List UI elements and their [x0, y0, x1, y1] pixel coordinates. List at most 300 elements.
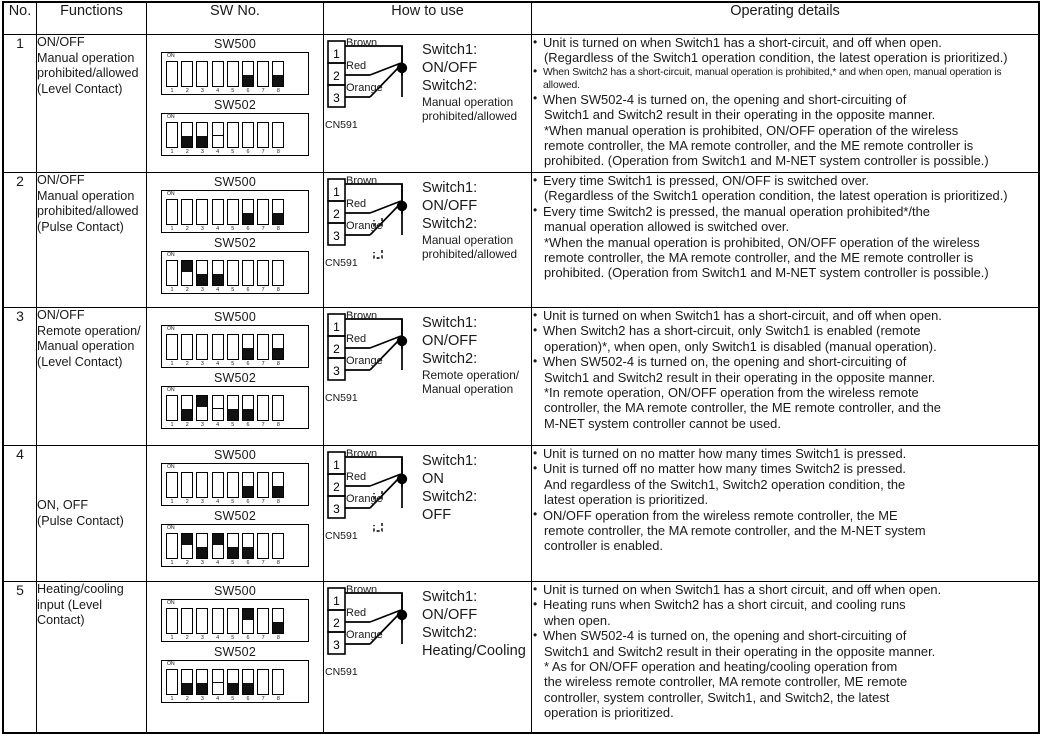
sw500-dip[interactable]	[161, 190, 309, 233]
sw500-dip[interactable]	[161, 325, 309, 368]
dip-switch-cell[interactable]	[227, 61, 239, 87]
dip-index-label: 2	[185, 226, 189, 232]
dip-index-label: 1	[170, 88, 174, 94]
dip-switch-cell[interactable]	[257, 122, 269, 148]
sw502-title: SW502	[214, 645, 256, 659]
dip-switch-cell[interactable]	[272, 669, 284, 695]
dip-switch-cell[interactable]	[257, 334, 269, 360]
operating-details-line: • Every time Switch1 is pressed, ON/OFF is switched over.	[532, 173, 1038, 188]
dip-switch-cell[interactable]	[242, 61, 254, 87]
dip-index-label: 1	[170, 361, 174, 367]
sw502-block	[147, 509, 323, 567]
operating-details-line: • Unit is turned off no matter how many times Switch2 is pressed.	[532, 461, 1038, 476]
sw502-dip[interactable]	[161, 524, 309, 567]
wire-label-orange: Orange	[346, 493, 383, 505]
dip-index-label: 4	[216, 88, 220, 94]
dip-switch-cell[interactable]	[166, 472, 178, 498]
dip-switch-cell[interactable]	[212, 472, 224, 498]
row-number-cell: 4	[4, 446, 37, 582]
sw-no-cell	[147, 308, 324, 446]
how-to-use-line: ON/OFF	[422, 198, 478, 214]
dip-index-label: 1	[170, 149, 174, 155]
function-line: prohibited/allowed	[37, 204, 139, 219]
dip-index-label: 2	[185, 88, 189, 94]
connector-diagram	[324, 446, 420, 554]
operating-details-list	[532, 582, 1038, 721]
operating-details-line: controller, system controller, Switch1, and Switch2, the latest	[544, 689, 890, 705]
sw500-dip[interactable]	[161, 599, 309, 642]
how-to-use-line: prohibited/allowed	[422, 109, 518, 124]
function-line: ON, OFF	[37, 497, 89, 512]
table-row	[4, 308, 1039, 446]
dip-switch-cell[interactable]	[196, 122, 208, 148]
sw500-title: SW500	[214, 37, 256, 51]
function-line: ON/OFF	[37, 308, 85, 322]
operating-details-cell	[532, 173, 1039, 308]
sw502-dip[interactable]	[161, 251, 309, 294]
dip-index-label: 8	[276, 696, 280, 702]
how-to-use-text	[420, 35, 531, 123]
operating-details-line: • Unit is turned on when Switch1 has a short-circuit, and off when open.	[532, 35, 1038, 50]
sw-no-cell	[147, 582, 324, 733]
sw500-block	[147, 448, 323, 506]
svg-text:2: 2	[333, 207, 340, 221]
dip-switch-cell[interactable]	[212, 61, 224, 87]
wire-label-brown: Brown	[346, 584, 378, 596]
dip-index-label: 3	[200, 88, 204, 94]
dip-index-label: 5	[231, 88, 235, 94]
dip-switch-cell[interactable]	[166, 334, 178, 360]
dip-index-label: 5	[231, 560, 235, 566]
svg-text:3: 3	[333, 502, 340, 516]
dip-switch-cell[interactable]	[272, 472, 284, 498]
operating-details-line: • Every time Switch2 is pressed, the manual operation prohibited*/the	[532, 204, 1038, 219]
operating-details-line: M-NET system controller cannot be used.	[544, 415, 781, 431]
function-line: (Level Contact)	[37, 81, 123, 96]
dip-switch-cell[interactable]	[227, 533, 239, 559]
dip-switch-cell[interactable]	[227, 334, 239, 360]
dip-index-label: 2	[185, 149, 189, 155]
dip-index-label: 7	[261, 635, 265, 641]
dip-index-label: 4	[216, 499, 220, 505]
dip-switch-cell[interactable]	[257, 199, 269, 225]
sw502-dip[interactable]	[161, 660, 309, 703]
dip-on-label: ON	[167, 525, 175, 531]
dip-switch-cell[interactable]	[181, 122, 193, 148]
dip-switch-cell[interactable]	[242, 122, 254, 148]
dip-switch-cell[interactable]	[257, 61, 269, 87]
sw502-dip[interactable]	[161, 113, 309, 156]
dip-switch-cell[interactable]	[196, 395, 208, 421]
dip-switch-cell[interactable]	[272, 199, 284, 225]
svg-text:2: 2	[333, 480, 340, 494]
dip-switch-cell[interactable]	[242, 472, 254, 498]
how-to-use-line: Switch2:	[422, 351, 478, 367]
dip-index-label: 1	[170, 499, 174, 505]
dip-index-label: 2	[185, 361, 189, 367]
how-to-use-cell	[324, 582, 532, 733]
how-to-use-line: Switch2:	[422, 489, 478, 505]
dip-index-label: 5	[231, 499, 235, 505]
connector-name-label: CN591	[325, 257, 358, 269]
dip-index-label: 8	[276, 287, 280, 293]
dip-switch-cell[interactable]	[227, 472, 239, 498]
how-to-use-line: ON/OFF	[422, 60, 478, 76]
how-to-use-line: Manual operation	[422, 382, 514, 397]
dip-index-label: 6	[246, 226, 250, 232]
dip-index-label: 6	[246, 287, 250, 293]
wire-label-brown: Brown	[346, 37, 378, 49]
dip-index-label: 8	[276, 88, 280, 94]
svg-text:2: 2	[333, 69, 340, 83]
operating-details-list	[532, 35, 1038, 169]
dip-switch-cell[interactable]	[166, 260, 178, 286]
dip-switch-cell[interactable]	[242, 533, 254, 559]
how-to-use-line: Switch1:	[422, 315, 478, 331]
how-to-use-text	[420, 582, 531, 660]
dip-index-label: 5	[231, 361, 235, 367]
dip-on-label: ON	[167, 464, 175, 470]
connector-diagram	[324, 582, 420, 690]
wire-label-red: Red	[346, 471, 367, 483]
dip-switch-cell[interactable]	[242, 334, 254, 360]
dip-switch-cell[interactable]	[212, 395, 224, 421]
function-line: Remote operation/	[37, 323, 141, 338]
dip-switch-cell[interactable]	[166, 199, 178, 225]
dip-switch-cell[interactable]	[242, 260, 254, 286]
dip-switch-cell[interactable]	[196, 472, 208, 498]
wire-label-brown: Brown	[346, 175, 378, 187]
dip-switch-cell[interactable]	[257, 669, 269, 695]
dip-switch-cell[interactable]	[196, 199, 208, 225]
sw502-block	[147, 371, 323, 429]
table-body	[4, 35, 1039, 733]
dip-switch-cell[interactable]	[272, 608, 284, 634]
how-to-use-line: prohibited/allowed	[422, 247, 518, 262]
dip-switch-cell[interactable]	[212, 533, 224, 559]
dip-index-label: 1	[170, 422, 174, 428]
dip-index-label: 3	[200, 696, 204, 702]
dip-switch-cell[interactable]	[181, 533, 193, 559]
svg-text:1: 1	[333, 47, 340, 61]
dip-index-label: 7	[261, 499, 265, 505]
dip-index-label: 8	[276, 560, 280, 566]
operating-details-cell	[532, 446, 1039, 582]
dip-index-label: 3	[200, 287, 204, 293]
dip-switch-cell[interactable]	[212, 334, 224, 360]
dip-index-label: 1	[170, 226, 174, 232]
dip-index-label: 2	[185, 287, 189, 293]
dip-switch-cell[interactable]	[227, 199, 239, 225]
operating-details-line: remote controller, the MA remote controller, and the M-NET system	[544, 523, 926, 539]
dip-on-label: ON	[167, 252, 175, 258]
connector-name-label: CN591	[325, 666, 358, 678]
function-line: (Pulse Contact)	[37, 513, 124, 528]
how-to-use-line: Switch1:	[422, 180, 478, 196]
operating-details-line: latest operation is prioritized.	[544, 492, 709, 508]
dip-index-label: 4	[216, 560, 220, 566]
sw502-title: SW502	[214, 98, 256, 112]
dip-index-label: 2	[185, 422, 189, 428]
svg-text:2: 2	[333, 616, 340, 630]
dip-switch-cell[interactable]	[272, 122, 284, 148]
operating-details-line: And regardless of the Switch1, Switch2 operation condition, the	[544, 476, 906, 492]
dip-switch-cell[interactable]	[212, 122, 224, 148]
svg-text:1: 1	[333, 320, 340, 334]
function-line: Manual operation	[37, 339, 135, 354]
function-line: Manual operation	[37, 50, 135, 65]
dip-switch-cell[interactable]	[181, 669, 193, 695]
wire-label-red: Red	[346, 60, 367, 72]
operating-details-cell	[532, 308, 1039, 446]
dip-switch-cell[interactable]	[181, 61, 193, 87]
operating-details-line: when open.	[544, 612, 611, 628]
wire-label-red: Red	[346, 198, 367, 210]
how-to-use-text	[420, 308, 531, 396]
dip-switch-cell[interactable]	[212, 199, 224, 225]
dip-on-label: ON	[167, 600, 175, 606]
dip-index-label: 4	[216, 696, 220, 702]
switch-function-table	[3, 2, 1039, 733]
operating-details-list	[532, 173, 1038, 281]
dip-index-label: 8	[276, 361, 280, 367]
how-to-use-line: Heating/Cooling	[422, 643, 526, 659]
dip-switch-cell[interactable]	[212, 260, 224, 286]
operating-details-line: prohibited. (Operation from Switch1 and M-NET system controller is possible.)	[544, 153, 989, 169]
table-row	[4, 173, 1039, 308]
wire-label-orange: Orange	[346, 629, 383, 641]
wire-label-brown: Brown	[346, 310, 378, 322]
dip-switch-cell[interactable]	[242, 608, 254, 634]
operating-details-line: *In remote operation, ON/OFF operation from the wireless remote	[544, 385, 919, 401]
dip-index-label: 1	[170, 560, 174, 566]
function-line: Heating/cooling	[37, 582, 124, 596]
function-line: ON/OFF	[37, 173, 85, 187]
how-to-use-line: OFF	[422, 507, 452, 523]
dip-switch-cell[interactable]	[242, 669, 254, 695]
dip-index-label: 3	[200, 149, 204, 155]
operating-details-cell	[532, 35, 1039, 173]
dip-switch-cell[interactable]	[257, 533, 269, 559]
function-line: prohibited/allowed	[37, 66, 139, 81]
connector-name-label: CN591	[325, 392, 358, 404]
dip-index-label: 3	[200, 422, 204, 428]
dip-switch-cell[interactable]	[272, 260, 284, 286]
dip-switch-cell[interactable]	[272, 61, 284, 87]
dip-index-label: 6	[246, 499, 250, 505]
dip-switch-cell[interactable]	[166, 122, 178, 148]
how-to-use-line: Remote operation/	[422, 368, 520, 382]
operating-details-line: (Regardless of the Switch1 operation condition, the latest operation is prioritized.)	[544, 188, 1008, 204]
how-to-use-line: Switch2:	[422, 216, 478, 232]
function-line: Contact)	[37, 613, 85, 628]
dip-switch-cell[interactable]	[181, 199, 193, 225]
dip-switch-cell[interactable]	[272, 395, 284, 421]
dip-index-label: 4	[216, 422, 220, 428]
table-header-row	[4, 3, 1039, 35]
dip-index-label: 5	[231, 287, 235, 293]
dip-switch-cell[interactable]	[181, 608, 193, 634]
dip-index-label: 5	[231, 696, 235, 702]
dip-on-label: ON	[167, 53, 175, 59]
dip-switch-cell[interactable]	[181, 395, 193, 421]
functions-cell	[37, 446, 147, 582]
functions-cell	[37, 308, 147, 446]
sw502-block	[147, 98, 323, 156]
operating-details-line: controller is enabled.	[544, 538, 663, 554]
sw500-block	[147, 584, 323, 642]
dip-index-label: 5	[231, 226, 235, 232]
wire-label-brown: Brown	[346, 448, 378, 460]
sw502-dip[interactable]	[161, 386, 309, 429]
dip-switch-cell[interactable]	[196, 669, 208, 695]
dip-index-label: 1	[170, 635, 174, 641]
functions-cell	[37, 173, 147, 308]
svg-text:1: 1	[333, 594, 340, 608]
how-to-use-line: Switch1:	[422, 589, 478, 605]
functions-cell	[37, 35, 147, 173]
dip-switch-cell[interactable]	[181, 334, 193, 360]
dip-switch-cell[interactable]	[166, 533, 178, 559]
dip-switch-cell[interactable]	[196, 533, 208, 559]
header-operating-details: Operating details	[532, 3, 1039, 35]
dip-index-label: 4	[216, 149, 220, 155]
dip-index-label: 3	[200, 560, 204, 566]
dip-switch-cell[interactable]	[242, 199, 254, 225]
dip-switch-cell[interactable]	[212, 608, 224, 634]
operating-details-line: • When SW502-4 is turned on, the opening and short-circuiting of	[532, 354, 1038, 369]
operating-details-list	[532, 308, 1038, 431]
operating-details-line: operation)*, when open, only Switch1 is disabled (manual operation).	[544, 338, 937, 354]
function-line: input (Level	[37, 597, 103, 612]
sw500-title: SW500	[214, 448, 256, 462]
operating-details-line: • When Switch2 has a short-circuit, manual operation is prohibited,* and when open, manual operation is allowed.	[532, 66, 1038, 92]
header-functions: Functions	[37, 3, 147, 35]
dip-index-label: 8	[276, 226, 280, 232]
dip-index-label: 4	[216, 287, 220, 293]
dip-switch-cell[interactable]	[196, 334, 208, 360]
svg-text:2: 2	[333, 342, 340, 356]
dip-index-label: 5	[231, 149, 235, 155]
operating-details-line: • When SW502-4 is turned on, the opening and short-circuiting of	[532, 628, 1038, 643]
dip-switch-cell[interactable]	[257, 395, 269, 421]
dip-index-label: 2	[185, 696, 189, 702]
how-to-use-line: Switch2:	[422, 78, 478, 94]
dip-switch-cell[interactable]	[196, 260, 208, 286]
sw502-block	[147, 236, 323, 294]
dip-index-label: 8	[276, 499, 280, 505]
operating-details-line: remote controller, the MA remote controller, and the ME remote controller is	[544, 138, 974, 154]
function-line: Manual operation	[37, 188, 135, 203]
how-to-use-line: ON/OFF	[422, 607, 478, 623]
dip-switch-cell[interactable]	[166, 61, 178, 87]
dip-index-label: 7	[261, 287, 265, 293]
dip-switch-cell[interactable]	[166, 669, 178, 695]
operating-details-line: • Unit is turned on when Switch1 has a short-circuit, and off when open.	[532, 308, 1038, 323]
operating-details-line: • When Switch2 has a short-circuit, only Switch1 is enabled (remote	[532, 323, 1038, 338]
sw500-dip[interactable]	[161, 52, 309, 95]
sw502-block	[147, 645, 323, 703]
dip-index-label: 7	[261, 696, 265, 702]
operating-details-line: Switch1 and Switch2 result in their operating in the opposite manner.	[544, 369, 936, 385]
dip-index-label: 7	[261, 361, 265, 367]
dip-index-label: 1	[170, 696, 174, 702]
row-number-cell: 1	[4, 35, 37, 173]
dip-switch-cell[interactable]	[166, 608, 178, 634]
operating-details-line: Switch1 and Switch2 result in their operating in the opposite manner.	[544, 107, 936, 123]
sw500-title: SW500	[214, 175, 256, 189]
dip-switch-cell[interactable]	[257, 608, 269, 634]
how-to-use-text	[420, 173, 531, 261]
operating-details-cell	[532, 582, 1039, 733]
sw502-title: SW502	[214, 371, 256, 385]
dip-switch-cell[interactable]	[196, 61, 208, 87]
dip-switch-cell[interactable]	[166, 395, 178, 421]
dip-switch-cell[interactable]	[196, 608, 208, 634]
function-line: ON/OFF	[37, 35, 85, 49]
dip-index-label: 7	[261, 560, 265, 566]
dip-index-label: 7	[261, 226, 265, 232]
dip-index-label: 6	[246, 88, 250, 94]
dip-switch-cell[interactable]	[227, 260, 239, 286]
wire-label-red: Red	[346, 607, 367, 619]
dip-switch-cell[interactable]	[272, 334, 284, 360]
operating-details-line: prohibited. (Operation from Switch1 and M-NET system controller is possible.)	[544, 265, 989, 281]
dip-index-label: 3	[200, 226, 204, 232]
operating-details-line: • When SW502-4 is turned on, the opening and short-circuiting of	[532, 92, 1038, 107]
dip-switch-cell[interactable]	[257, 472, 269, 498]
svg-text:3: 3	[333, 638, 340, 652]
row-number-cell: 3	[4, 308, 37, 446]
dip-index-label: 6	[246, 696, 250, 702]
how-to-use-cell	[324, 308, 532, 446]
how-to-use-cell	[324, 173, 532, 308]
how-to-use-text	[420, 446, 531, 524]
operating-details-list	[532, 446, 1038, 554]
connector-diagram	[324, 35, 420, 143]
dip-switch-cell[interactable]	[181, 472, 193, 498]
dip-switch-cell[interactable]	[242, 395, 254, 421]
dip-index-label: 6	[246, 361, 250, 367]
header-how-to-use: How to use	[324, 3, 532, 35]
operating-details-line: • Heating runs when Switch2 has a short circuit, and cooling runs	[532, 597, 1038, 612]
sw500-dip[interactable]	[161, 463, 309, 506]
dip-on-label: ON	[167, 661, 175, 667]
dip-switch-cell[interactable]	[181, 260, 193, 286]
row-number-cell: 5	[4, 582, 37, 733]
dip-switch-cell[interactable]	[227, 395, 239, 421]
how-to-use-line: ON/OFF	[422, 333, 478, 349]
dip-switch-cell[interactable]	[257, 260, 269, 286]
wire-label-orange: Orange	[346, 82, 383, 94]
svg-text:3: 3	[333, 229, 340, 243]
how-to-use-line: Switch1:	[422, 42, 478, 58]
how-to-use-cell	[324, 446, 532, 582]
connector-name-label: CN591	[325, 530, 358, 542]
dip-switch-cell[interactable]	[272, 533, 284, 559]
sw502-title: SW502	[214, 236, 256, 250]
dip-switch-cell[interactable]	[227, 608, 239, 634]
dip-switch-cell[interactable]	[227, 122, 239, 148]
table-row	[4, 35, 1039, 173]
how-to-use-line: ON	[422, 471, 444, 487]
dip-on-label: ON	[167, 387, 175, 393]
operating-details-line: controller, the MA remote controller, the ME remote controller, and the	[544, 400, 941, 416]
row-number-cell: 2	[4, 173, 37, 308]
dip-switch-cell[interactable]	[212, 669, 224, 695]
dip-switch-cell[interactable]	[227, 669, 239, 695]
dip-index-label: 6	[246, 560, 250, 566]
